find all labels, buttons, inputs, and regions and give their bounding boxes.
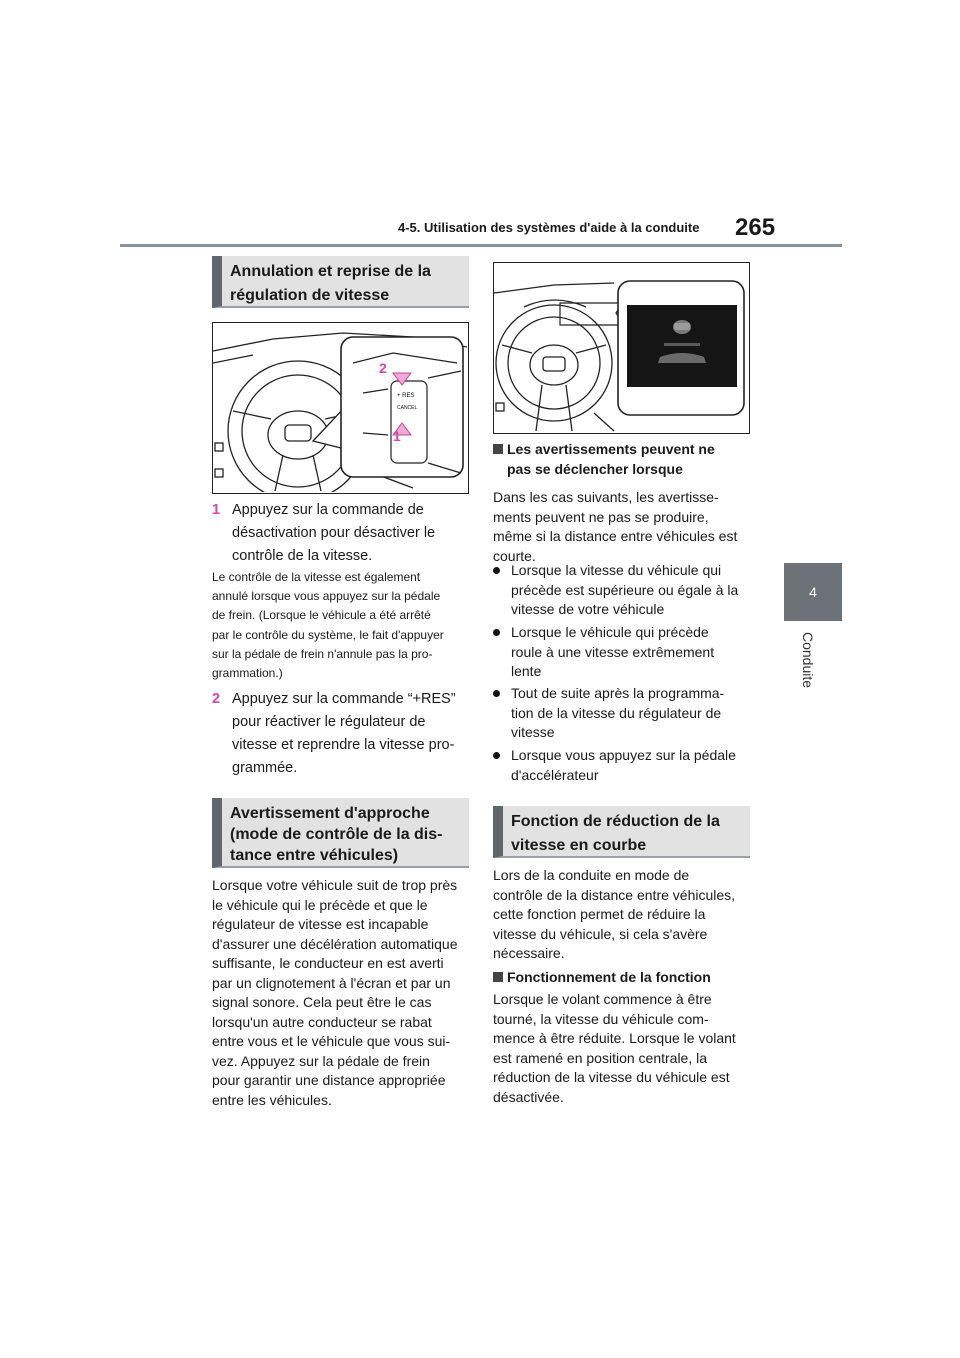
heading-line: régulation de vitesse: [230, 287, 390, 304]
step-line: grammée.: [232, 760, 298, 776]
text-line: désactivée.: [493, 1088, 564, 1105]
text-line: ments peuvent ne pas se produire,: [493, 508, 709, 525]
text-line: par un clignotement à l'écran et par un: [212, 974, 451, 991]
step-line: désactivation pour désactiver le: [232, 525, 436, 541]
text-line: d'assurer une décélération automatique: [212, 935, 458, 952]
text-line: roule à une vitesse extrêmement: [511, 643, 715, 660]
text-line: courte.: [493, 547, 536, 564]
section-heading-curve-speed-reduction: [493, 806, 750, 858]
curve-function-paragraph: [493, 866, 755, 964]
heading-line: Avertissement d'approche: [230, 805, 430, 822]
text-line: pour garantir une distance appropriée: [212, 1072, 446, 1088]
text-line: vez. Appuyez sur la pédale de frein: [212, 1052, 430, 1069]
bullet-dot-icon: [493, 567, 500, 574]
list-item-text: [511, 746, 736, 785]
note-line: annulé lorsque vous appuyez sur la pédale: [212, 589, 441, 604]
text-line: Lorsque votre véhicule suit de trop près: [212, 877, 458, 893]
step-line: pour réactiver le régulateur de: [232, 714, 426, 730]
text-line: même si la distance entre véhicules est: [493, 528, 738, 544]
subheading-line: [493, 440, 753, 460]
running-header-title: 4-5. Utilisation des systèmes d'aide à la conduite: [398, 220, 700, 235]
text-line: vitesse de votre véhicule: [511, 601, 665, 617]
heading-line: vitesse en courbe: [511, 837, 647, 854]
text-line: Lorsque le volant commence à être: [493, 991, 712, 1007]
text-line: mence à être réduite. Lorsque le volant: [493, 1030, 736, 1046]
text-line: le véhicule qui le précède et que le: [212, 896, 428, 913]
bullet-dot-icon: [493, 629, 500, 636]
chapter-tab: 4: [784, 563, 842, 621]
note-line: grammation.): [212, 666, 283, 681]
text-line: régulateur de vitesse est incapable: [212, 916, 429, 932]
heading-line: (mode de contrôle de la dis-: [230, 826, 443, 843]
step-line: contrôle de la vitesse.: [232, 548, 373, 564]
square-bullet-icon: [493, 972, 503, 982]
note-line: sur la pédale de frein n'annule pas la pro-: [212, 646, 433, 661]
heading-line: Annulation et reprise de la: [230, 263, 431, 280]
square-bullet-icon: [493, 444, 503, 454]
chapter-tab-label: Conduite: [800, 632, 816, 689]
subheading-text: Les avertissements peuvent ne: [507, 441, 715, 457]
text-line: Lors de la conduite en mode de: [493, 867, 690, 883]
subheading-warnings-may-not-trigger: [493, 440, 753, 479]
warnings-paragraph: [493, 488, 755, 566]
text-line: Lorsque la vitesse du véhicule qui: [511, 562, 722, 578]
note-line: par le contrôle du système, le fait d'appuyer: [212, 627, 444, 642]
text-line: vitesse du véhicule, si cela s'avère: [493, 925, 708, 942]
bullet-dot-icon: [493, 690, 500, 697]
text-line: contrôle de la distance entre véhicules,: [493, 886, 736, 903]
text-line: Tout de suite après la programma-: [511, 685, 725, 701]
text-line: signal sonore. Cela peut être le cas: [212, 994, 432, 1010]
section-heading-approach-warning: [212, 798, 469, 868]
text-line: cette fonction permet de réduire la: [493, 906, 706, 922]
steering-wheel-illustration: [213, 323, 467, 492]
note-line: de frein. (Lorsque le véhicule a été arrêté: [212, 608, 431, 623]
text-line: tourné, la vitesse du véhicule com-: [493, 1010, 709, 1027]
step-line: vitesse et reprendre la vitesse pro-: [232, 737, 455, 753]
text-line: Dans les cas suivants, les avertisse-: [493, 489, 719, 505]
res-button-label: + RES: [397, 393, 415, 399]
text-line: lorsqu'un autre conducteur se rabat: [212, 1013, 432, 1030]
figure-steering-switches: [212, 322, 469, 494]
header-rule: [120, 244, 842, 247]
step-text: [232, 688, 456, 780]
dashboard-display-illustration: [494, 263, 748, 432]
step-number: 2: [212, 691, 221, 707]
subheading-line: pas se déclencher lorsque: [507, 460, 683, 477]
note-paragraph: [212, 568, 472, 683]
subheading-function-operation: [493, 968, 755, 988]
step-line: Appuyez sur la commande de: [232, 502, 424, 518]
step-line: Appuyez sur la commande “+RES”: [232, 691, 456, 707]
text-line: entre vous et le véhicule que vous sui-: [212, 1033, 451, 1049]
text-line: entre les véhicules.: [212, 1091, 332, 1108]
list-item-text: [511, 561, 738, 620]
text-line: précède est supérieure ou égale à la: [511, 581, 739, 598]
text-line: d'accélérateur: [511, 766, 599, 783]
text-line: Lorsque le véhicule qui précède: [511, 624, 709, 640]
approach-warning-paragraph: [212, 876, 474, 1110]
section-heading-cancel-resume: [212, 256, 469, 308]
cancel-button-label: CANCEL: [397, 405, 418, 411]
step-text: [232, 499, 435, 568]
text-line: tion de la vitesse du régulateur de: [511, 704, 722, 721]
text-line: lente: [511, 663, 542, 679]
step-number: 1: [212, 502, 221, 518]
text-line: vitesse: [511, 724, 555, 740]
note-line: Le contrôle de la vitesse est également: [212, 570, 421, 584]
page-number: 265: [735, 214, 776, 241]
text-line: Lorsque vous appuyez sur la pédale: [511, 747, 736, 763]
text-line: est ramené en position centrale, la: [493, 1049, 708, 1066]
bullet-dot-icon: [493, 752, 500, 759]
function-operation-paragraph: [493, 990, 755, 1107]
callout-1: 1: [393, 428, 401, 444]
figure-display-warning: [493, 262, 750, 434]
text-line: réduction de la vitesse du véhicule est: [493, 1069, 730, 1085]
list-item-text: [511, 684, 724, 743]
subheading-text: Fonctionnement de la fonction: [507, 969, 711, 985]
callout-2: 2: [379, 360, 387, 376]
text-line: suffisante, le conducteur en est averti: [212, 955, 444, 971]
heading-line: tance entre véhicules): [230, 847, 399, 864]
text-line: nécessaire.: [493, 945, 565, 961]
list-item-text: [511, 623, 714, 682]
heading-line: Fonction de réduction de la: [511, 813, 720, 830]
